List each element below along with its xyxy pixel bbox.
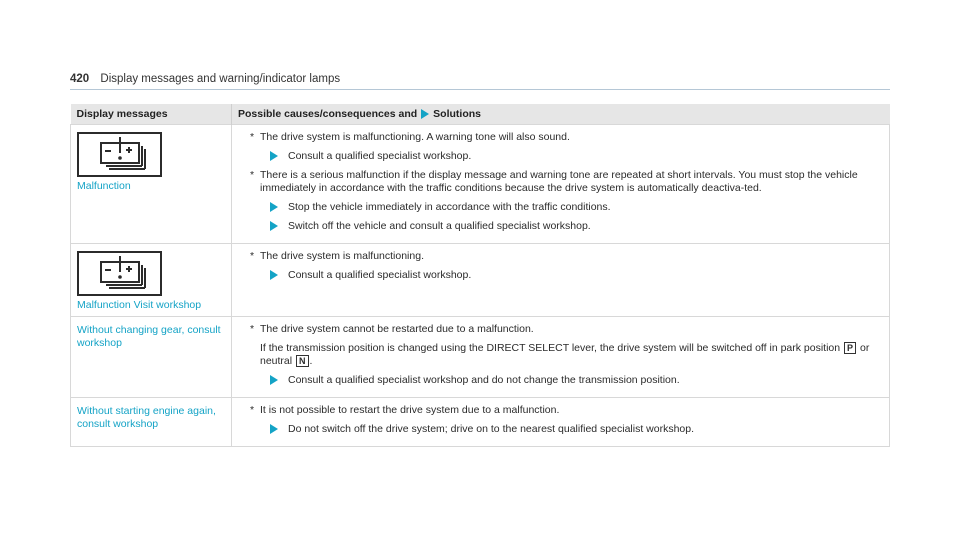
message-cell <box>71 317 232 398</box>
neutral-position-key: N <box>296 355 309 367</box>
solution-item: Stop the vehicle immediately in accordance with the traffic conditions. <box>250 201 883 214</box>
display-message-text: Malfunction <box>77 180 131 192</box>
causes-cell <box>232 244 890 317</box>
cause-item: * It is not possible to restart the drive system due to a malfunction. <box>250 404 560 416</box>
solution-item: Consult a qualified specialist workshop. <box>250 269 883 282</box>
table-row <box>71 125 890 244</box>
solution-arrow-icon <box>270 221 278 231</box>
message-cell <box>71 125 232 244</box>
display-messages-table <box>70 104 890 447</box>
park-position-key: P <box>844 342 856 354</box>
page-number: 420 <box>70 73 90 85</box>
header-divider <box>70 89 890 90</box>
solution-item: Consult a qualified specialist workshop and do not change the transmission position. <box>250 374 883 387</box>
col-display-messages: Display messages <box>71 104 232 125</box>
table-row <box>71 398 890 447</box>
message-cell <box>71 244 232 317</box>
display-message-text: Without changing gear, consult workshop <box>77 324 221 349</box>
battery-warning-icon <box>77 251 162 296</box>
cause-item: * The drive system is malfunctioning. <box>250 250 424 262</box>
note-text: If the transmission position is changed using the DIRECT SELECT lever, the drive system will be switched off in park position P or neutral N . <box>260 342 870 367</box>
cause-item: * There is a serious malfunction if the display message and warning tone are repeated at short intervals. You must stop the vehicle immediately in accordance with the traffic conditions because the drive system is automatically deactiva-ted. <box>250 169 858 194</box>
display-message-text: Malfunction Visit workshop <box>77 299 202 311</box>
solution-arrow-icon <box>270 375 278 385</box>
battery-warning-icon <box>77 132 162 177</box>
table-header-row <box>71 104 890 125</box>
col-causes-solutions: Possible causes/consequences and Solutions <box>232 104 890 125</box>
solution-arrow-icon <box>270 270 278 280</box>
page-header <box>70 73 340 85</box>
solution-item: Do not switch off the drive system; drive on to the nearest qualified specialist workshop. <box>250 423 883 436</box>
table-row <box>71 317 890 398</box>
message-cell <box>71 398 232 447</box>
table-row <box>71 244 890 317</box>
causes-cell <box>232 317 890 398</box>
solution-arrow-icon <box>270 424 278 434</box>
solution-item: Switch off the vehicle and consult a qualified specialist workshop. <box>250 220 883 233</box>
cause-item: * The drive system is malfunctioning. A warning tone will also sound. <box>250 131 570 143</box>
section-title: Display messages and warning/indicator lamps <box>100 73 341 85</box>
solution-arrow-icon <box>270 151 278 161</box>
cause-item: * The drive system cannot be restarted due to a malfunction. <box>250 323 534 335</box>
solution-item: Consult a qualified specialist workshop. <box>250 150 883 163</box>
solution-arrow-icon <box>421 109 429 119</box>
display-message-text: Without starting engine again, consult workshop <box>77 405 216 430</box>
causes-cell <box>232 398 890 447</box>
solution-arrow-icon <box>270 202 278 212</box>
causes-cell <box>232 125 890 244</box>
